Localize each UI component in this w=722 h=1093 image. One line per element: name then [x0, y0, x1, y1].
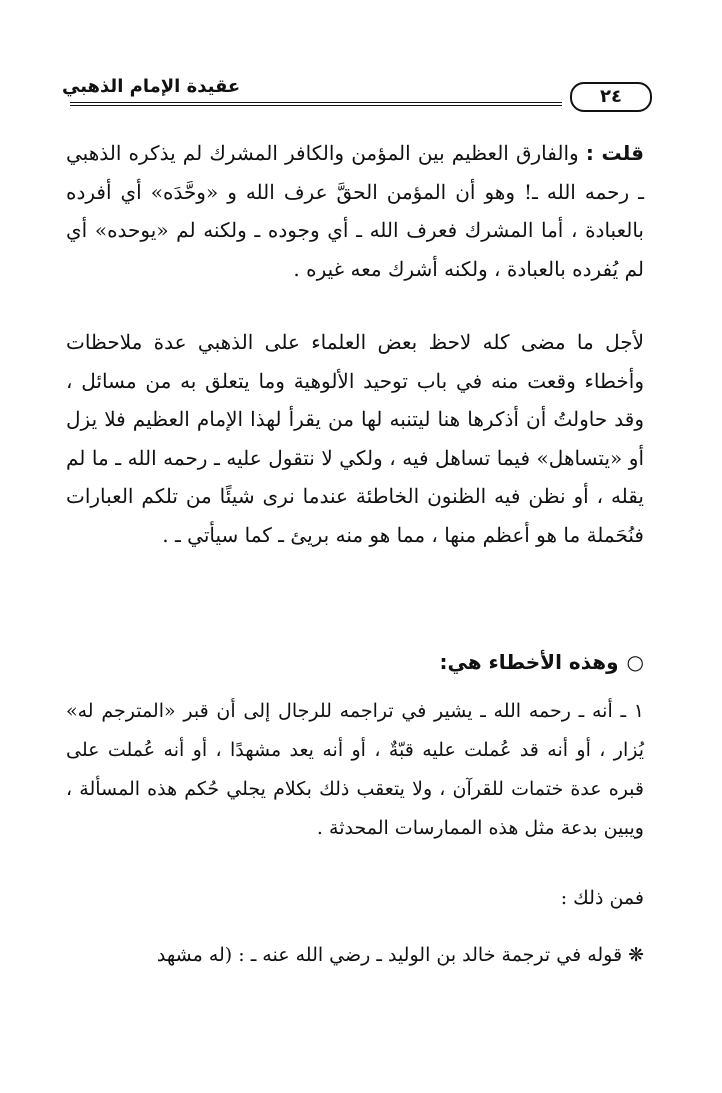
running-header: [62, 76, 652, 110]
book-title: عقيدة الإمام الذهبي: [62, 76, 241, 97]
paragraph-example: [66, 936, 644, 975]
asterism-icon: ❋: [628, 944, 644, 966]
paragraph-examples-intro: فمن ذلك :: [560, 887, 644, 909]
example-text: قوله في ترجمة خالد بن الوليد ـ رضي الله عنه ـ : (له مشهد: [156, 944, 623, 966]
page-number: ٢٤: [570, 82, 652, 112]
paragraph-observations: لأجل ما مضى كله لاحظ بعض العلماء على الذهبي عدة ملاحظات وأخطاء وقعت منه في باب توحيد الألوهية وما يتعلق به من مسائل ، وقد حاولتُ أن أذكرها هنا ليتنبه لها من يقرأ لهذا الإمام العظيم فلا يزل أو «يتساهل» فيما تساهل فيه ، ولكي لا نتقول عليه ـ رحمه الله ـ ما لم يقله ، أو نظن فيه الظنون الخاطئة عندما نرى شيئًا من تلكم العبارات فنُحَملة ما هو أعظم منها ، مما هو منه بريئ ـ كما سيأتي ـ .: [66, 330, 644, 547]
section-heading-text: وهذه الأخطاء هي:: [439, 650, 619, 674]
paragraph-qult: [66, 134, 644, 288]
section-heading: [66, 644, 644, 680]
paragraph-lead: قلت :: [585, 141, 644, 165]
header-rule: [70, 102, 562, 106]
circle-bullet-icon: ○: [626, 650, 644, 674]
paragraph-body: والفارق العظيم بين المؤمن والكافر المشرك لم يذكره الذهبي ـ رحمه الله ـ! وهو أن المؤمن الحقَّ عرف الله و «وحَّدَه» أي أفرده بالعبادة ، أما المشرك فعرف الله ـ أي وجوده ـ ولكنه لم «يوحده» أي لم يُفرده بالعبادة ، ولكنه أشرك معه غيره .: [66, 141, 644, 281]
paragraph-item-1: ١ ـ أنه ـ رحمه الله ـ يشير في تراجمه للرجال إلى أن قبر «المترجم له» يُزار ، أو أنه قد عُملت عليه قبّةٌ ، أو أنه يعد مشهدًا ، أو أنه عُملت على قبره عدة ختمات للقرآن ، ولا يتعقب ذلك بكلام يجلي حُكم هذه المسألة ، ويبين بدعة مثل هذه الممارسات المحدثة .: [66, 700, 644, 839]
